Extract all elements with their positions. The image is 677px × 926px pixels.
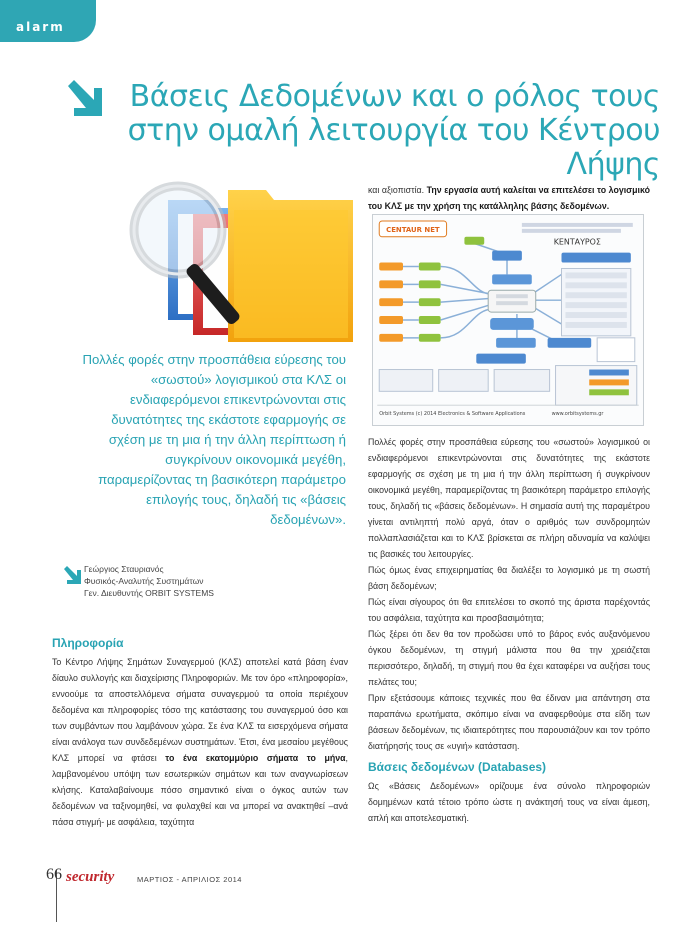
paragraph-body: Πριν εξετάσουμε κάποιες τεχνικές που θα έδιναν μια απάντηση στα παραπάνω ερωτήματα, σκόπιμο είναι να αναφερθούμε στα είδη των βάσεων δεδομένων, τις ιδιαιτερότητες που παρουσιάζουν και τον τρόπο διατήρησής τους σε «υγιή» κατάσταση. xyxy=(368,693,650,751)
magazine-issue: ΜΑΡΤΙΟΣ - ΑΠΡΙΛΙΟΣ 2014 xyxy=(137,875,242,884)
paragraph-question: Πώς είναι σίγουρος ότι θα επιτελέσει το σκοπό της άριστα παρέχοντάς του ασφάλεια, ταχύτητα και προσβασιμότητα; xyxy=(368,597,650,623)
author-name: Γεώργιος Σταυριανός xyxy=(84,564,164,574)
section-heading-information: Πληροφορία xyxy=(52,636,124,650)
section-tab xyxy=(0,0,96,42)
magazine-name: security xyxy=(66,869,115,885)
paragraph-body: Πολλές φορές στην προσπάθεια εύρεσης του «σωστού» λογισμικού οι ενδιαφερόμενοι επικεντρώνονται στις δυνατότητες της εκάστοτε εφαρμογής σε σχέση με τη μια ή την άλλη περίπτωση ή συγκρίνουν οικονομικά μεγέθη, παραμερίζοντας τη βασικότερη παράμετρο επιλογής τους, δηλαδή τις «βάσεις δεδομένων». Η σημασία αυτή της παραμέτρου γίνεται αντιληπτή πολύ αργά, όταν ο αριθμός των συνδρομητών πολλαπλασιάζεται και το ΚΛΣ βρίσκεται σε πλήρη αδυναμία να καλύψει τις βασικές του λειτουργίες. xyxy=(368,437,650,559)
section-label: alarm xyxy=(16,20,65,34)
diagram-title: ΚΕΝΤΑΥΡΟΣ xyxy=(553,237,601,247)
paragraph-question: Πώς ξέρει ότι δεν θα τον προδώσει υπό το βάρος ενός αυξανόμενου όγκου δεδομένων, τη στιγμή μάλιστα που θα την χρειάζεται περισσότερο, δηλαδή, τη στιγμή που θα έχει καταφέρει να αυξήσει τους πελάτες του; xyxy=(368,629,650,687)
page-number: 66 xyxy=(46,866,62,883)
left-column xyxy=(52,636,348,830)
folders-magnifier-illustration xyxy=(108,170,358,345)
software-architecture-diagram xyxy=(372,214,644,426)
author-block xyxy=(84,563,214,599)
title-line-1: Βάσεις Δεδομένων και ο ρόλος τους xyxy=(129,79,660,114)
right-column-top xyxy=(368,182,650,214)
diagram-logo: CENTAUR NET xyxy=(386,225,440,234)
author-role: Φυσικός-Αναλυτής Συστημάτων xyxy=(84,576,204,586)
diagram-footer-left: Orbit Systems (c) 2014 Electronics & Software Applications xyxy=(379,411,526,418)
section-heading-databases: Βάσεις δεδομένων (Databases) xyxy=(368,760,547,774)
diagram-footer-right: www.orbitsystems.gr xyxy=(551,411,604,418)
paragraph-information xyxy=(52,654,348,830)
title-line-2: στην ομαλή λειτουργία του Κέντρου Λήψης xyxy=(127,113,660,182)
author-position: Γεν. Διευθυντής ORBIT SYSTEMS xyxy=(84,588,214,598)
right-column-bottom xyxy=(368,434,650,826)
paragraph-text: και αξιοπιστία. xyxy=(368,185,427,195)
arrow-down-right-icon xyxy=(62,565,82,585)
paragraph-bold-text: Την εργασία αυτή καλείται να επιτελέσει το λογισμικό του ΚΛΣ με την χρήση της κατάλληλης βάσης δεδομένων. xyxy=(368,185,650,211)
paragraph-text: , λαμβανομένου υπόψη των εσωτερικών σημάτων και των αναγνωρίσεων κλήσης. Καταλαβαίνουμε πόσο σημαντικό είναι ο όγκος αυτών των δεδομένων να ταξινομηθεί, να φυλαχθεί και να μπορεί να ανακτηθεί –ανά πάσα στιγμή- με ασφάλεια, ταχύτητα xyxy=(52,753,348,827)
paragraph-intro xyxy=(368,182,650,214)
article-title xyxy=(60,80,660,182)
paragraph-text: Το Κέντρο Λήψης Σημάτων Συναγερμού (ΚΛΣ) αποτελεί κατά βάση έναν δίαυλο συλλογής και διαχείρισης Πληροφοριών. Με τον όρο «πληροφορία», εννοούμε τα αποστελλόμενα σήματα συναγερμού τα οποία περιέχουν δεδομένα και πληροφορίες τόσο της κατάστασης του συναγερμού όσο και των συμβάντων που λαμβάνουν χώρα. Σε ένα ΚΛΣ τα εισερχόμενα σήματα είναι ανάλογα των συνδεδεμένων συστημάτων. Έτσι, ένα μεσαίου μεγέθους ΚΛΣ μπορεί να φτάσει xyxy=(52,657,348,763)
paragraph-question: Πώς όμως ένας επιχειρηματίας θα διαλέξει το λογισμικό με τη σωστή βάση δεδομένων; xyxy=(368,565,650,591)
pull-quote: Πολλές φορές στην προσπάθεια εύρεσης του «σωστού» λογισμικού στα ΚΛΣ οι ενδιαφερόμενοι επικεντρώνονται στις δυνατότητες της εκάστοτε εφαρμογής σε σχέση με τη μια ή την άλλη περίπτωση ή συγκρίνουν οικονομικά μεγέθη, παραμερίζοντας τη βασικότερη παράμετρο επιλογής τους, δηλαδή τις «βάσεις δεδομένων». xyxy=(82,352,346,527)
paragraph-databases: Ως «Βάσεις Δεδομένων» ορίζουμε ένα σύνολο πληροφοριών δομημένων κατά τέτοιο τρόπο ώστε η ανάκτησή τους να είναι άμεση, απλή και αποτελεσματική. xyxy=(368,781,650,823)
paragraph-bold-text: το ένα εκατομμύριο σήματα το μήνα xyxy=(165,753,346,763)
